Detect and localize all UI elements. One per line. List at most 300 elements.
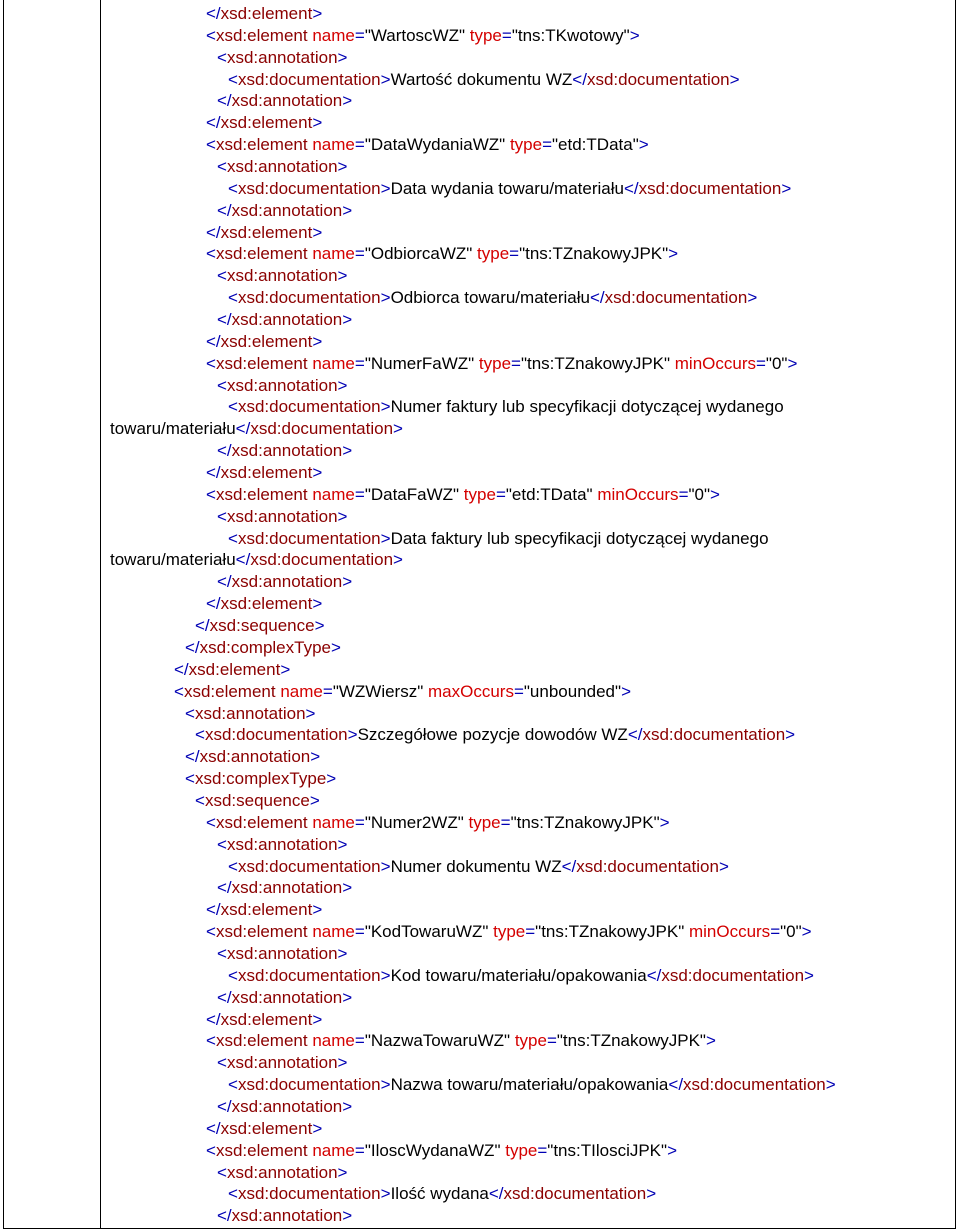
code-token-tag: = xyxy=(501,25,512,45)
code-token-tagname: xsd:documentation xyxy=(604,288,748,308)
code-token-tag: < xyxy=(206,812,216,832)
code-token-tagname: xsd:element xyxy=(220,1118,313,1138)
code-token-tag: </ xyxy=(206,463,221,483)
code-token-tag: > xyxy=(342,878,353,898)
code-token-an: type xyxy=(477,244,510,264)
code-token-tag: </ xyxy=(206,331,221,351)
code-token-tag: = xyxy=(542,135,553,155)
code-line xyxy=(0,659,960,681)
code-token-tag: </ xyxy=(561,856,577,876)
code-token-tag: = xyxy=(354,812,365,832)
code-line xyxy=(0,331,960,353)
code-token-tag: < xyxy=(228,528,238,548)
code-line xyxy=(0,287,960,309)
code-token-tag: > xyxy=(659,812,670,832)
code-token-tag: = xyxy=(354,25,365,45)
code-token-tag: > xyxy=(380,1075,391,1095)
code-token-tag: > xyxy=(305,703,316,723)
code-token-tag: = xyxy=(354,484,365,504)
code-token-tag: = xyxy=(322,681,333,701)
code-token-tag: </ xyxy=(488,1184,504,1204)
code-token-an: type xyxy=(493,922,526,942)
code-token-tagname: xsd:element xyxy=(188,659,281,679)
code-token-tag: > xyxy=(312,1118,323,1138)
code-token-tag: > xyxy=(342,987,353,1007)
code-token-tag: > xyxy=(380,856,391,876)
code-token-txt: "DataWydaniaWZ" xyxy=(364,135,510,155)
code-token-tag: </ xyxy=(217,1206,232,1226)
code-token-tag: > xyxy=(646,1184,657,1204)
code-token-tag: = xyxy=(770,922,781,942)
code-token-tagname: xsd:annotation xyxy=(231,1206,343,1226)
code-token-tag: > xyxy=(787,353,798,373)
code-token-tag: > xyxy=(312,331,323,351)
code-token-tag: </ xyxy=(174,659,189,679)
code-token-tag: </ xyxy=(217,91,232,111)
code-token-tag: > xyxy=(312,594,323,614)
code-line xyxy=(0,3,960,25)
code-token-tag: > xyxy=(347,725,358,745)
code-token-tag: < xyxy=(228,69,238,89)
code-token-tag: </ xyxy=(646,965,662,985)
code-token-tag: < xyxy=(228,397,238,417)
code-token-tag: </ xyxy=(217,878,232,898)
code-token-tag: > xyxy=(337,943,348,963)
code-token-tag: > xyxy=(312,1009,323,1029)
code-token-tag: = xyxy=(495,484,506,504)
code-token-tag: > xyxy=(380,178,391,198)
code-token-tag: > xyxy=(667,1140,677,1160)
code-token-txt: "etd:TData" xyxy=(552,135,639,155)
code-token-txt: "IloscWydanaWZ" xyxy=(364,1140,506,1160)
code-token-tagname: xsd:element xyxy=(215,812,308,832)
code-token-tag: > xyxy=(310,747,321,767)
code-line xyxy=(0,134,960,156)
code-line xyxy=(0,899,960,921)
code-token-tag: = xyxy=(354,1031,365,1051)
code-line xyxy=(0,243,960,265)
code-token-tagname: xsd:element xyxy=(215,353,308,373)
code-token-tagname: xsd:documentation xyxy=(237,288,381,308)
code-token-tag: < xyxy=(228,965,238,985)
code-token-an: name xyxy=(312,1140,355,1160)
code-token-an: name xyxy=(312,25,355,45)
code-token-tag: < xyxy=(217,1162,227,1182)
code-line xyxy=(0,703,960,725)
code-token-tag: < xyxy=(217,266,227,286)
code-token-txt: "NazwaTowaruWZ" xyxy=(364,1031,515,1051)
code-line xyxy=(0,790,960,812)
code-token-an: minOccurs xyxy=(688,922,771,942)
code-token-an: type xyxy=(509,135,543,155)
code-token-tag: </ xyxy=(217,441,232,461)
code-token-an: minOccurs xyxy=(674,353,756,373)
code-token-txt: "tns:TZnakowyJPK" xyxy=(520,353,675,373)
code-token-txt: "tns:TZnakowyJPK" xyxy=(535,922,689,942)
code-line xyxy=(0,768,960,790)
code-token-txt: "Numer2WZ" xyxy=(364,812,469,832)
code-token-tag: > xyxy=(785,725,796,745)
code-line xyxy=(0,1074,960,1096)
code-token-tag: </ xyxy=(206,900,221,920)
code-line xyxy=(0,549,960,571)
code-token-tag: </ xyxy=(195,616,210,636)
code-token-tag: > xyxy=(280,659,291,679)
code-token-tagname: xsd:annotation xyxy=(231,91,343,111)
code-token-tag: > xyxy=(337,266,348,286)
code-token-tag: = xyxy=(354,1140,365,1160)
code-line xyxy=(0,943,960,965)
code-token-tagname: xsd:annotation xyxy=(231,1096,343,1116)
code-token-tagname: xsd:sequence xyxy=(204,790,310,810)
code-token-tag: > xyxy=(337,1162,348,1182)
code-token-tag: > xyxy=(337,834,348,854)
code-token-tag: > xyxy=(718,856,729,876)
code-token-txt: "tns:TZnakowyJPK" xyxy=(519,244,669,264)
code-token-tag: > xyxy=(710,484,720,504)
code-token-tag: > xyxy=(342,91,353,111)
code-token-tagname: xsd:documentation xyxy=(586,69,730,89)
code-token-tag: = xyxy=(755,353,766,373)
code-token-tagname: xsd:element xyxy=(183,681,276,701)
code-token-tagname: xsd:annotation xyxy=(231,310,343,330)
code-line xyxy=(0,462,960,484)
code-token-tag: > xyxy=(337,506,348,526)
code-line xyxy=(0,265,960,287)
code-token-tagname: xsd:element xyxy=(220,1009,313,1029)
code-token-an: type xyxy=(468,812,501,832)
code-token-tagname: xsd:element xyxy=(215,135,308,155)
code-token-tag: > xyxy=(621,681,631,701)
code-token-tag: < xyxy=(206,922,216,942)
code-token-an: name xyxy=(312,922,355,942)
code-token-tag: > xyxy=(629,25,640,45)
code-token-tag: > xyxy=(312,900,323,920)
code-line xyxy=(0,90,960,112)
code-token-tagname: xsd:element xyxy=(215,922,308,942)
code-line xyxy=(0,375,960,397)
code-token-tagname: xsd:element xyxy=(220,4,313,23)
code-token-tagname: xsd:documentation xyxy=(576,856,719,876)
code-token-tag: < xyxy=(206,1140,216,1160)
code-token-tag: > xyxy=(380,528,391,548)
code-token-tag: < xyxy=(217,506,227,526)
code-token-tagname: xsd:annotation xyxy=(231,878,343,898)
code-token-tag: < xyxy=(228,288,238,308)
code-token-txt: Nazwa towaru/materiału/opakowania xyxy=(390,1075,669,1095)
code-token-tag: = xyxy=(678,484,689,504)
code-token-tag: > xyxy=(337,1053,348,1073)
code-token-tag: </ xyxy=(217,987,232,1007)
code-token-txt: Data wydania towaru/materiału xyxy=(390,178,624,198)
code-token-tag: < xyxy=(206,353,216,373)
code-token-tag: > xyxy=(801,922,812,942)
code-token-tag: < xyxy=(195,790,205,810)
code-line xyxy=(0,1205,960,1227)
code-token-txt: "DataFaWZ" xyxy=(364,484,464,504)
code-token-tag: </ xyxy=(206,1118,221,1138)
code-line xyxy=(0,1052,960,1074)
code-token-an: name xyxy=(312,244,355,264)
code-token-tag: > xyxy=(393,419,403,439)
code-token-tag: > xyxy=(638,135,649,155)
code-token-tag: </ xyxy=(206,113,221,133)
code-token-txt: "OdbiorcaWZ" xyxy=(364,244,478,264)
code-token-txt: Szczegółowe pozycje dowodów WZ xyxy=(357,725,628,745)
code-token-tagname: xsd:annotation xyxy=(231,441,343,461)
code-token-tag: < xyxy=(217,157,227,177)
code-token-tag: </ xyxy=(235,419,251,439)
code-token-tag: < xyxy=(217,47,227,67)
code-token-tagname: xsd:documentation xyxy=(250,550,394,570)
code-token-tagname: xsd:annotation xyxy=(226,157,338,177)
code-token-tag: = xyxy=(525,922,536,942)
code-token-tag: < xyxy=(228,856,238,876)
code-line xyxy=(0,309,960,331)
code-token-tag: </ xyxy=(185,747,200,767)
code-line xyxy=(0,396,960,418)
code-token-tag: </ xyxy=(185,637,200,657)
code-line xyxy=(0,724,960,746)
code-token-tag: < xyxy=(195,725,205,745)
code-token-txt: "0" xyxy=(688,484,711,504)
code-token-tag: </ xyxy=(217,310,232,330)
code-line xyxy=(0,528,960,550)
code-token-tag: </ xyxy=(206,594,221,614)
code-token-tag: </ xyxy=(206,222,221,242)
code-token-tag: > xyxy=(337,375,348,395)
code-token-txt: "KodTowaruWZ" xyxy=(364,922,494,942)
code-line xyxy=(0,746,960,768)
code-token-tagname: xsd:sequence xyxy=(209,616,315,636)
code-line xyxy=(0,1030,960,1052)
code-line xyxy=(0,178,960,200)
code-token-tagname: xsd:documentation xyxy=(237,178,381,198)
code-token-tag: < xyxy=(228,1184,238,1204)
code-token-tagname: xsd:documentation xyxy=(237,1184,381,1204)
code-line xyxy=(0,681,960,703)
code-token-txt: towaru/materiału xyxy=(110,550,236,570)
code-token-tagname: xsd:documentation xyxy=(250,419,394,439)
code-token-tag: < xyxy=(185,769,195,789)
code-token-tag: > xyxy=(393,550,403,570)
code-token-tag: < xyxy=(217,834,227,854)
code-token-tag: = xyxy=(354,353,365,373)
code-token-tag: = xyxy=(509,244,520,264)
code-token-txt: "WartoscWZ" xyxy=(364,25,470,45)
code-line xyxy=(0,1096,960,1118)
code-token-tagname: xsd:documentation xyxy=(204,725,348,745)
code-token-tagname: xsd:element xyxy=(220,900,313,920)
code-token-tag: < xyxy=(217,375,227,395)
code-line xyxy=(0,637,960,659)
code-token-tag: </ xyxy=(627,725,643,745)
code-line xyxy=(0,200,960,222)
code-token-tag: > xyxy=(342,200,353,220)
code-token-tagname: xsd:annotation xyxy=(231,200,343,220)
code-token-tag: < xyxy=(174,681,184,701)
code-line xyxy=(0,353,960,375)
code-token-tag: > xyxy=(380,1184,391,1204)
code-token-tag: > xyxy=(309,790,320,810)
code-token-tag: < xyxy=(206,244,216,264)
code-token-tag: = xyxy=(537,1140,548,1160)
code-token-tagname: xsd:annotation xyxy=(226,266,338,286)
code-token-tag: < xyxy=(206,25,216,45)
code-token-tagname: xsd:annotation xyxy=(199,747,311,767)
code-token-tag: > xyxy=(312,4,323,23)
code-token-tag: > xyxy=(312,463,323,483)
code-token-tag: < xyxy=(228,178,238,198)
code-line xyxy=(0,965,960,987)
code-token-tagname: xsd:element xyxy=(215,1031,308,1051)
code-token-tagname: xsd:annotation xyxy=(226,506,338,526)
code-token-tag: = xyxy=(354,135,365,155)
code-line xyxy=(0,1140,960,1162)
code-token-tag: </ xyxy=(668,1075,684,1095)
code-token-an: name xyxy=(280,681,323,701)
code-token-tag: > xyxy=(380,288,391,308)
code-token-tagname: xsd:annotation xyxy=(231,987,343,1007)
code-token-txt: Numer faktury lub specyfikacji dotyczącej wydanego xyxy=(390,397,784,417)
code-line xyxy=(0,47,960,69)
code-token-tag: = xyxy=(546,1031,557,1051)
code-token-tag: > xyxy=(314,616,325,636)
code-token-tagname: xsd:annotation xyxy=(226,47,338,67)
code-token-tagname: xsd:annotation xyxy=(226,1053,338,1073)
code-token-tagname: xsd:documentation xyxy=(237,528,381,548)
code-token-tag: </ xyxy=(217,200,232,220)
code-token-tag: </ xyxy=(623,178,639,198)
code-token-tagname: xsd:element xyxy=(220,113,313,133)
code-line xyxy=(0,156,960,178)
code-token-tag: = xyxy=(500,812,511,832)
code-token-tag: < xyxy=(206,1031,216,1051)
xml-schema-listing xyxy=(0,3,960,1227)
code-token-tag: > xyxy=(825,1075,836,1095)
code-token-tag: > xyxy=(312,222,323,242)
code-token-tag: < xyxy=(228,1075,238,1095)
code-token-tagname: xsd:documentation xyxy=(237,965,381,985)
code-line xyxy=(0,987,960,1009)
code-line xyxy=(0,571,960,593)
code-token-tag: < xyxy=(217,1053,227,1073)
code-line xyxy=(0,112,960,134)
code-token-tag: </ xyxy=(235,550,251,570)
code-token-an: type xyxy=(463,484,496,504)
code-token-tagname: xsd:documentation xyxy=(683,1075,826,1095)
code-token-tag: > xyxy=(380,965,391,985)
code-token-txt: "0" xyxy=(780,922,802,942)
code-token-txt: Ilość wydana xyxy=(390,1184,489,1204)
code-token-tag: = xyxy=(513,681,524,701)
code-line xyxy=(0,69,960,91)
code-line xyxy=(0,877,960,899)
code-token-txt: Kod towaru/materiału/opakowania xyxy=(390,965,647,985)
code-line xyxy=(0,222,960,244)
code-token-an: minOccurs xyxy=(597,484,679,504)
code-token-tagname: xsd:documentation xyxy=(237,69,381,89)
code-line xyxy=(0,593,960,615)
code-token-tag: > xyxy=(804,965,814,985)
code-token-tagname: xsd:element xyxy=(215,244,308,264)
code-token-tag: </ xyxy=(217,1096,232,1116)
code-token-tagname: xsd:documentation xyxy=(503,1184,647,1204)
code-token-tag: > xyxy=(326,769,337,789)
code-token-tag: < xyxy=(217,943,227,963)
code-token-tag: < xyxy=(206,135,216,155)
code-token-tag: > xyxy=(312,113,323,133)
code-line xyxy=(0,484,960,506)
code-line xyxy=(0,418,960,440)
code-line xyxy=(0,921,960,943)
code-token-tag: < xyxy=(206,484,216,504)
code-token-tag: = xyxy=(354,922,365,942)
code-token-an: name xyxy=(312,135,355,155)
code-token-txt: "tns:TIlosciJPK" xyxy=(547,1140,668,1160)
code-token-tagname: xsd:documentation xyxy=(638,178,782,198)
code-token-tag: > xyxy=(747,288,758,308)
code-token-txt: "NumerFaWZ" xyxy=(364,353,479,373)
code-token-txt: Data faktury lub specyfikacji dotyczącej wydanego xyxy=(390,528,769,548)
code-token-tagname: xsd:element xyxy=(215,1140,308,1160)
code-token-tagname: xsd:complexType xyxy=(199,637,331,657)
code-token-tagname: xsd:annotation xyxy=(231,572,343,592)
code-token-an: name xyxy=(312,353,355,373)
code-line xyxy=(0,1183,960,1205)
code-token-tagname: xsd:annotation xyxy=(226,834,338,854)
code-token-tag: > xyxy=(705,1031,716,1051)
code-token-txt: Wartość dokumentu WZ xyxy=(390,69,573,89)
code-token-tagname: xsd:annotation xyxy=(194,703,306,723)
code-token-an: name xyxy=(312,812,355,832)
code-token-tagname: xsd:annotation xyxy=(226,1162,338,1182)
code-token-tag: > xyxy=(781,178,792,198)
code-token-tag: </ xyxy=(572,69,587,89)
code-token-tag: </ xyxy=(589,288,605,308)
code-token-tagname: xsd:annotation xyxy=(226,943,338,963)
code-token-tag: > xyxy=(729,69,740,89)
code-line xyxy=(0,856,960,878)
code-token-an: type xyxy=(469,25,502,45)
code-token-tag: > xyxy=(668,244,679,264)
code-token-tagname: xsd:element xyxy=(220,594,313,614)
code-token-txt: "tns:TZnakowyJPK" xyxy=(510,812,660,832)
code-line xyxy=(0,440,960,462)
code-token-txt: towaru/materiału xyxy=(110,419,236,439)
code-token-tagname: xsd:annotation xyxy=(226,375,338,395)
code-token-tag: < xyxy=(185,703,195,723)
code-token-tag: = xyxy=(511,353,521,373)
code-token-tag: > xyxy=(342,572,353,592)
code-token-txt: "WZWiersz" xyxy=(332,681,428,701)
code-token-an: type xyxy=(505,1140,538,1160)
code-line xyxy=(0,1009,960,1031)
code-token-tag: > xyxy=(337,157,348,177)
code-token-txt: "tns:TKwotowy" xyxy=(511,25,630,45)
code-token-txt: "etd:TData" xyxy=(505,484,598,504)
code-token-txt: "tns:TZnakowyJPK" xyxy=(556,1031,706,1051)
code-token-tag: </ xyxy=(206,4,221,23)
code-token-txt: Numer dokumentu WZ xyxy=(390,856,562,876)
code-token-txt: Odbiorca towaru/materiału xyxy=(390,288,590,308)
code-token-tagname: xsd:element xyxy=(215,484,308,504)
code-token-txt: "unbounded" xyxy=(523,681,622,701)
code-token-an: type xyxy=(478,353,512,373)
code-line xyxy=(0,25,960,47)
code-token-tag: > xyxy=(342,310,353,330)
code-token-tagname: xsd:complexType xyxy=(194,769,327,789)
